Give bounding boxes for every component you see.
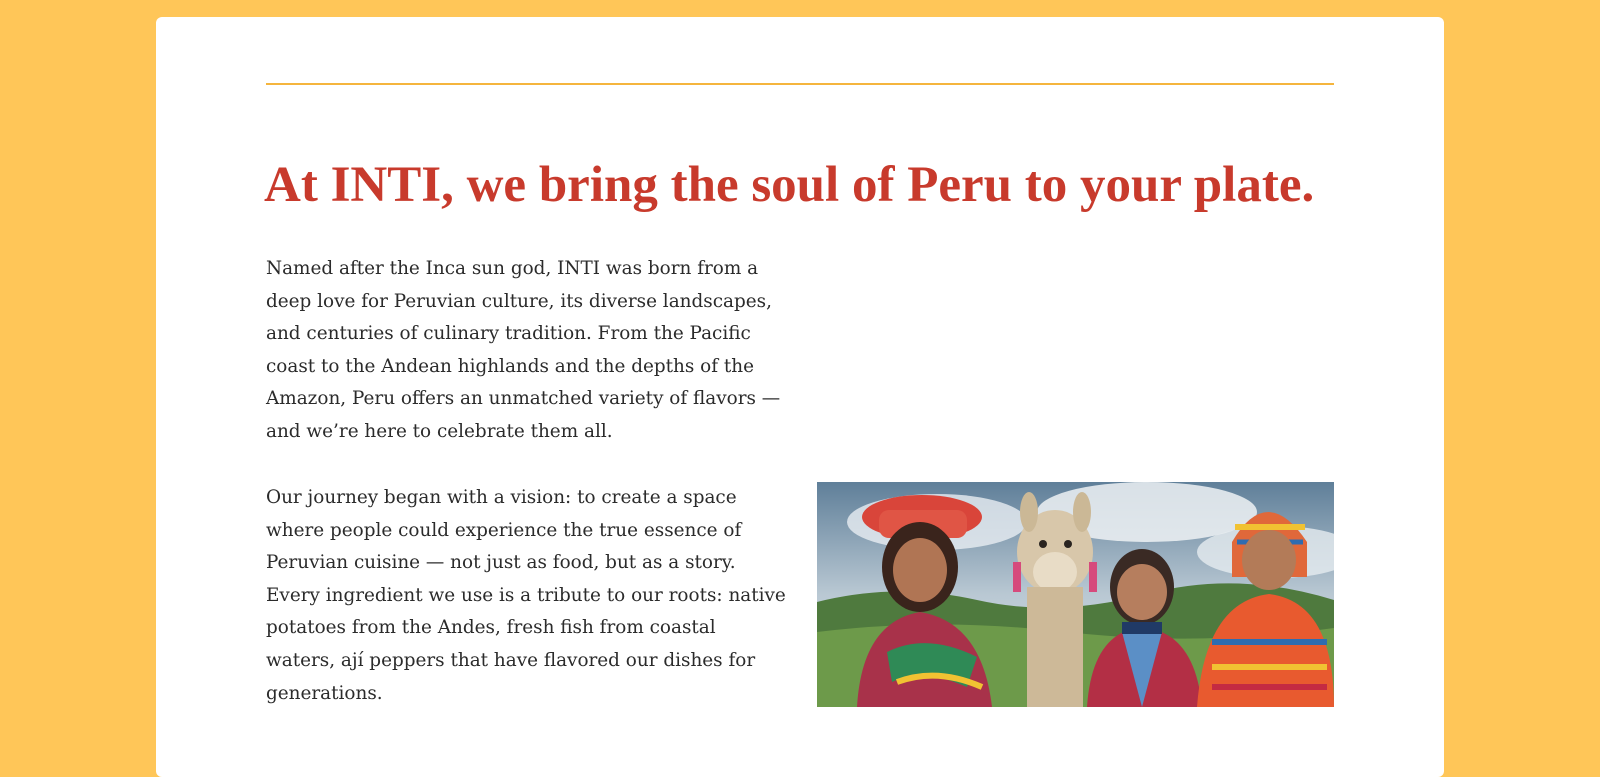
journey-paragraph: Our journey began with a vision: to create a space where people could experience the true essence of Peruvian cuisine — not just as food, but as a story. Every ingredient we use is a tribute to our roots: native potatoes from the Andes, fresh fish from coastal waters, ají peppers that have flavored our dishes for generations. <box>266 487 786 704</box>
about-card <box>156 17 1444 777</box>
page-headline: At INTI, we bring the soul of Peru to your plate. <box>264 157 1315 213</box>
intro-paragraph: Named after the Inca sun god, INTI was born from a deep love for Peruvian culture, its diverse landscapes, and centuries of culinary tradition. From the Pacific coast to the Andean highlands and the depths of the Amazon, Peru offers an unmatched variety of flavors — and we’re here to celebrate them all. <box>266 258 781 442</box>
accent-divider <box>266 83 1334 85</box>
peruvian-children-llama-photo <box>817 482 1334 707</box>
